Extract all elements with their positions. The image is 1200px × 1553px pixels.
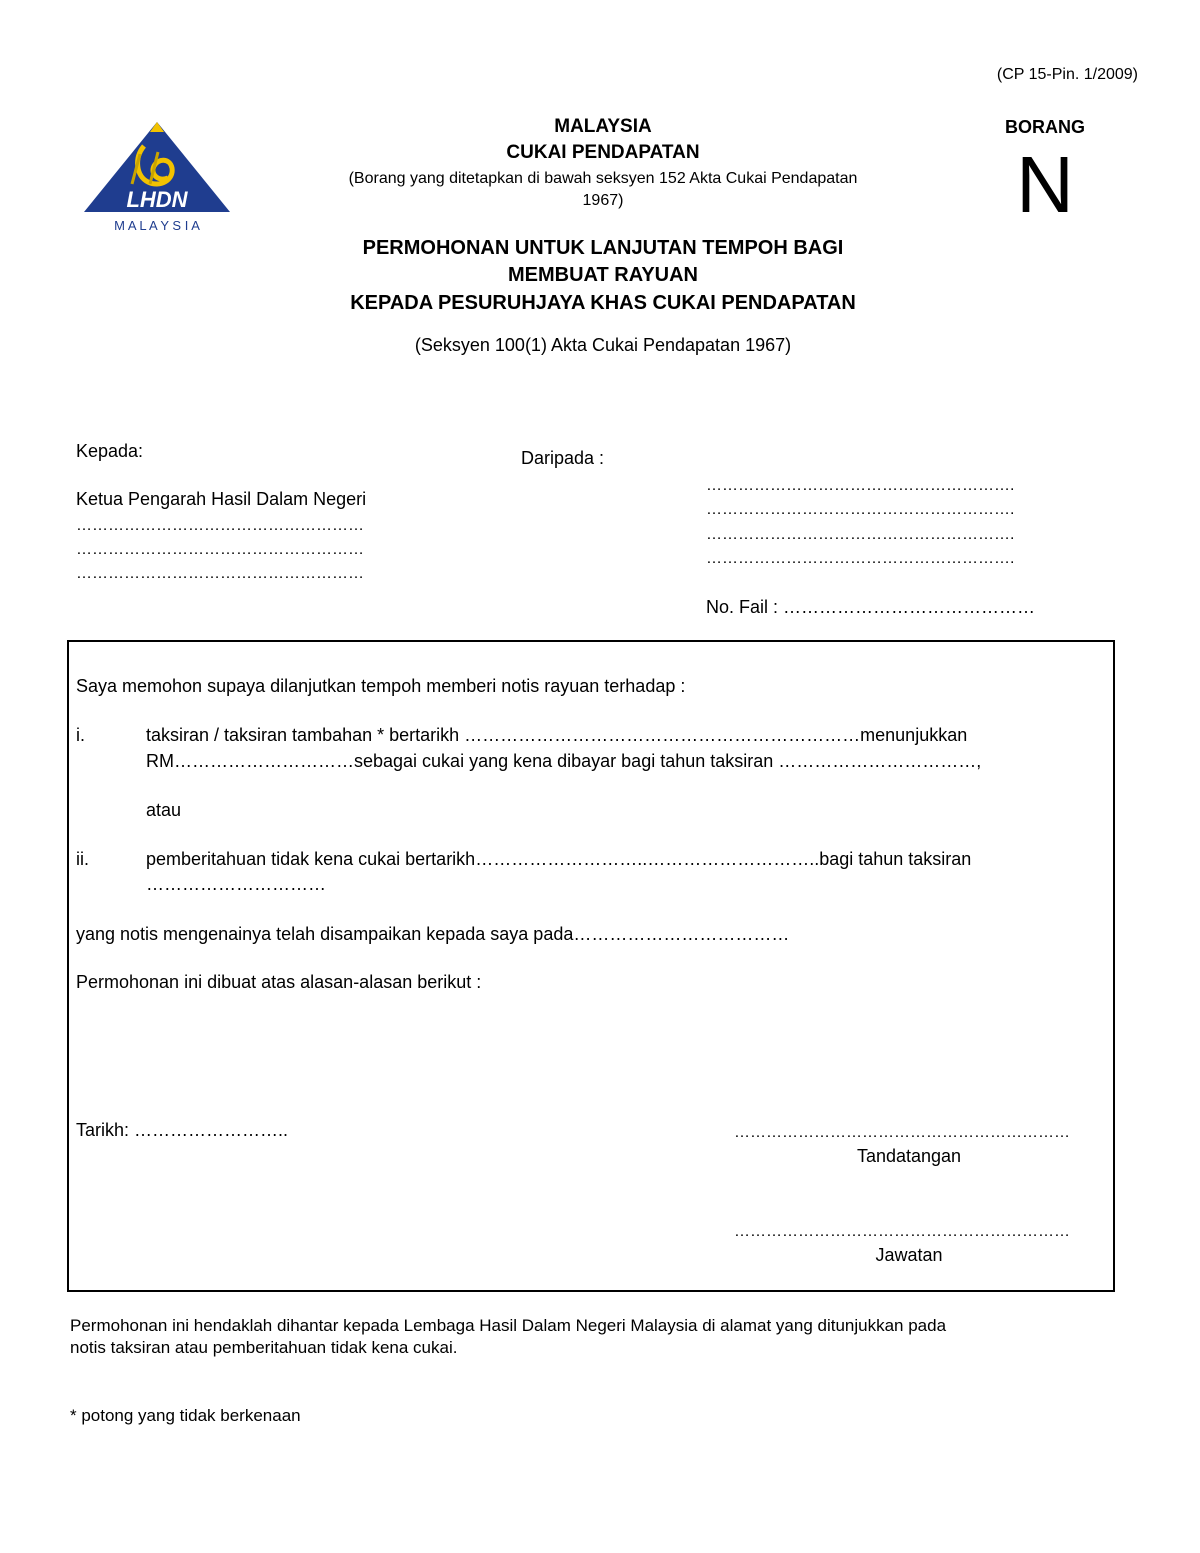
to-address-line2: ……………………………………………… bbox=[76, 541, 364, 558]
to-name: Ketua Pengarah Hasil Dalam Negeri bbox=[76, 489, 367, 509]
logo-tip bbox=[150, 122, 164, 132]
logo-text: LHDN bbox=[126, 187, 188, 212]
header-country: MALAYSIA bbox=[554, 116, 652, 137]
to-address-line3: ……………………………………………… bbox=[76, 565, 364, 582]
file-number: No. Fail : …………………………………… bbox=[706, 597, 1036, 617]
footer-note-line2: notis taksiran atau pemberitahuan tidak kena cukai. bbox=[70, 1338, 458, 1357]
position-line: ……………………………………………………… bbox=[734, 1223, 1070, 1240]
notice-text: yang notis mengenainya telah disampaikan kepada saya pada……………………………… bbox=[76, 924, 790, 944]
lhdn-logo-graphic bbox=[74, 118, 240, 236]
or-text: atau bbox=[146, 800, 182, 820]
item2-line2: ………………………… bbox=[146, 874, 326, 894]
intro-text: Saya memohon supaya dilanjutkan tempoh memberi notis rayuan terhadap : bbox=[76, 676, 686, 696]
section-reference: (Seksyen 100(1) Akta Cukai Pendapatan 1967) bbox=[414, 335, 792, 355]
borang-label: BORANG bbox=[1005, 117, 1085, 137]
header-subtitle-line2: 1967) bbox=[582, 192, 624, 209]
position-label: Jawatan bbox=[875, 1245, 943, 1265]
item2-number: ii. bbox=[76, 849, 89, 869]
form-code: (CP 15-Pin. 1/2009) bbox=[996, 66, 1138, 83]
logo-subtext: M A L A Y S I A bbox=[114, 218, 200, 233]
date-field: Tarikh: …………………….. bbox=[76, 1120, 289, 1140]
footer-note-line1: Permohonan ini hendaklah dihantar kepada Lembaga Hasil Dalam Negeri Malaysia di alamat yang ditunjukkan pada bbox=[70, 1316, 947, 1335]
from-address-line2: …………………………………………………. bbox=[706, 501, 1015, 518]
header-subtitle-line1: (Borang yang ditetapkan di bawah seksyen 152 Akta Cukai Pendapatan bbox=[348, 170, 858, 187]
signature-line: ……………………………………………………… bbox=[734, 1124, 1070, 1141]
from-address-line1: …………………………………………………. bbox=[706, 477, 1015, 494]
main-title-line2: MEMBUAT RAYUAN bbox=[508, 264, 698, 286]
to-label: Kepada: bbox=[76, 441, 144, 461]
main-title-line1: PERMOHONAN UNTUK LANJUTAN TEMPOH BAGI bbox=[362, 237, 844, 259]
from-address-line3: …………………………………………………. bbox=[706, 526, 1015, 543]
item1-line1: taksiran / taksiran tambahan * bertarikh …………………………………………………………menunjukkan bbox=[146, 725, 968, 745]
lhdn-logo bbox=[74, 118, 240, 236]
signature-label: Tandatangan bbox=[856, 1146, 962, 1166]
item1-line2: RM…………………………sebagai cukai yang kena dibayar bagi tahun taksiran ……………………………, bbox=[146, 751, 982, 771]
item1-number: i. bbox=[76, 725, 85, 745]
from-label: Daripada : bbox=[521, 448, 605, 468]
footnote: * potong yang tidak berkenaan bbox=[70, 1406, 301, 1425]
borang-letter: N bbox=[1016, 140, 1074, 229]
main-title-line3: KEPADA PESURUHJAYA KHAS CUKAI PENDAPATAN bbox=[350, 292, 856, 314]
to-address-line1: ……………………………………………… bbox=[76, 517, 364, 534]
from-address-line4: …………………………………………………. bbox=[706, 550, 1015, 567]
header-title: CUKAI PENDAPATAN bbox=[506, 142, 700, 163]
item2-line1: pemberitahuan tidak kena cukai bertarikh………………………..………………………..bagi tahun taksiran bbox=[146, 849, 972, 869]
reasons-label: Permohonan ini dibuat atas alasan-alasan berikut : bbox=[76, 972, 482, 992]
